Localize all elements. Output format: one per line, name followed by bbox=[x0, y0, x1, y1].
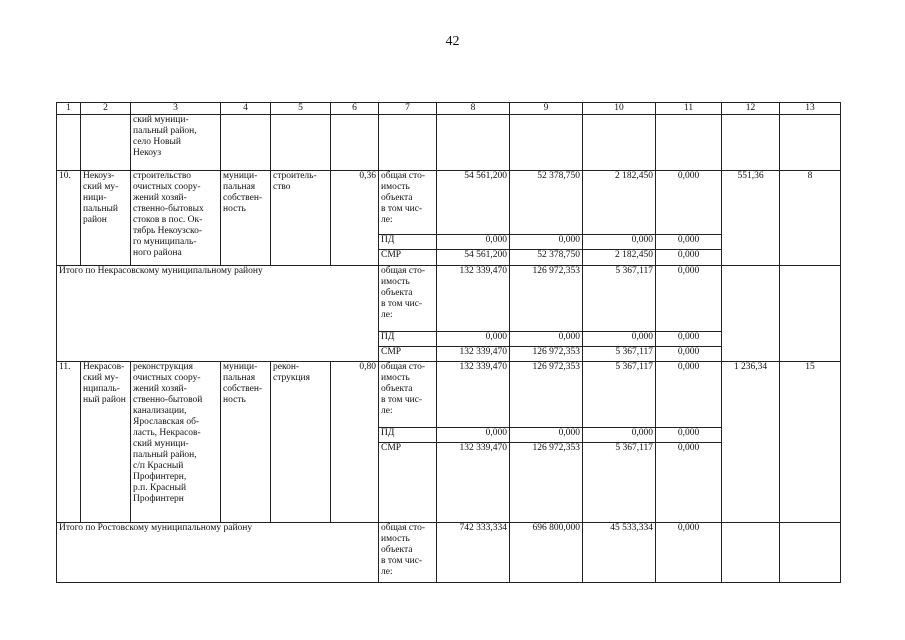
cost-value: 52 378,750 bbox=[510, 171, 583, 235]
cost-value: 5 367,117 bbox=[583, 362, 656, 428]
cost-value: 0,000 bbox=[656, 250, 722, 266]
column-header: 4 bbox=[221, 103, 271, 115]
cost-value: 0,000 bbox=[510, 332, 583, 347]
cost-label: общая сто- имость объекта в том чис- ле: bbox=[379, 171, 437, 235]
subtotal-label: Итого по Ростовскому муниципальному району bbox=[57, 523, 379, 583]
column-header: 6 bbox=[331, 103, 379, 115]
table-row bbox=[57, 115, 841, 171]
column-12-value: 551,36 bbox=[722, 171, 780, 266]
cost-label: общая сто- имость объекта в том чис- ле: bbox=[379, 362, 437, 428]
cost-value: 0,000 bbox=[510, 428, 583, 443]
column-header: 7 bbox=[379, 103, 437, 115]
column-header: 10 bbox=[583, 103, 656, 115]
cost-value: 52 378,750 bbox=[510, 250, 583, 266]
cost-value: 0,000 bbox=[656, 347, 722, 362]
cost-value: 126 972,353 bbox=[510, 443, 583, 523]
object-description: реконструкция очистных соору- жений хозяй- ственно-бытовой канализации, Ярославская об- ласть, Некрасов- ский муници- пальный район, с/п Красный Профинтерн, р.п. Красный Профинтерн bbox=[131, 362, 221, 523]
column-header: 2 bbox=[81, 103, 131, 115]
subtotal-row bbox=[57, 523, 841, 583]
smr-label: СМР bbox=[379, 443, 437, 523]
cost-value: 0,000 bbox=[437, 332, 510, 347]
pd-label: ПД bbox=[379, 235, 437, 250]
pd-label: ПД bbox=[379, 428, 437, 443]
smr-label: СМР bbox=[379, 347, 437, 362]
smr-label: СМР bbox=[379, 250, 437, 266]
cost-value: 742 333,334 bbox=[437, 523, 510, 583]
cost-value: 132 339,470 bbox=[437, 347, 510, 362]
column-header: 3 bbox=[131, 103, 221, 115]
ownership: муници- пальная собствен- ность bbox=[221, 362, 271, 523]
column-header: 11 bbox=[656, 103, 722, 115]
column-header: 12 bbox=[722, 103, 780, 115]
cost-value: 0,000 bbox=[656, 362, 722, 428]
investment-table bbox=[56, 102, 841, 583]
cost-value: 45 533,334 bbox=[583, 523, 656, 583]
cost-value: 5 367,117 bbox=[583, 347, 656, 362]
row-number: 11. bbox=[57, 362, 81, 523]
cost-value: 0,000 bbox=[583, 428, 656, 443]
column-12-value: 1 236,34 bbox=[722, 362, 780, 523]
object-description: строительство очистных соору- жений хозяй- ственно-бытовых стоков в пос. Ок- тябрь Некоузско- го муниципаль- ного района bbox=[131, 171, 221, 266]
column-header: 8 bbox=[437, 103, 510, 115]
cost-value: 54 561,200 bbox=[437, 171, 510, 235]
work-type: строитель- ство bbox=[271, 171, 331, 266]
cost-value: 132 339,470 bbox=[437, 266, 510, 332]
cost-value: 0,000 bbox=[656, 266, 722, 332]
cost-label: общая сто- имость объекта в том чис- ле: bbox=[379, 523, 437, 583]
cost-value: 0,000 bbox=[437, 235, 510, 250]
district-name: Некрасов- ский му- нципаль- ный район bbox=[81, 362, 131, 523]
cost-value: 0,000 bbox=[656, 428, 722, 443]
cost-value: 126 972,353 bbox=[510, 266, 583, 332]
cost-value: 2 182,450 bbox=[583, 171, 656, 235]
column-header: 1 bbox=[57, 103, 81, 115]
column-header: 5 bbox=[271, 103, 331, 115]
cost-value: 0,000 bbox=[656, 523, 722, 583]
table-row bbox=[57, 362, 841, 428]
capacity: 0,36 bbox=[331, 171, 379, 266]
cost-value: 0,000 bbox=[656, 443, 722, 523]
capacity: 0,80 bbox=[331, 362, 379, 523]
cost-value: 5 367,117 bbox=[583, 266, 656, 332]
object-description: ский муници- пальный район, село Новый Некоуз bbox=[131, 115, 221, 171]
cost-value: 0,000 bbox=[656, 235, 722, 250]
cost-value: 0,000 bbox=[656, 171, 722, 235]
row-number: 10. bbox=[57, 171, 81, 266]
page-number: 42 bbox=[445, 34, 460, 49]
cost-value: 132 339,470 bbox=[437, 443, 510, 523]
column-header: 13 bbox=[780, 103, 841, 115]
cost-value: 0,000 bbox=[510, 235, 583, 250]
column-13-value: 8 bbox=[780, 171, 841, 266]
subtotal-row bbox=[57, 266, 841, 332]
cost-value: 696 800,000 bbox=[510, 523, 583, 583]
cost-value: 5 367,117 bbox=[583, 443, 656, 523]
cost-label: общая сто- имость объекта в том чис- ле: bbox=[379, 266, 437, 332]
district-name: Некоуз- ский му- ници- пальный район bbox=[81, 171, 131, 266]
cost-value: 126 972,353 bbox=[510, 347, 583, 362]
pd-label: ПД bbox=[379, 332, 437, 347]
cost-value: 0,000 bbox=[656, 332, 722, 347]
subtotal-label: Итого по Некрасовскому муниципальному району bbox=[57, 266, 379, 362]
cost-value: 0,000 bbox=[437, 428, 510, 443]
column-13-value: 15 bbox=[780, 362, 841, 523]
table-row bbox=[57, 171, 841, 235]
work-type: рекон- струкция bbox=[271, 362, 331, 523]
cost-value: 126 972,353 bbox=[510, 362, 583, 428]
cost-value: 54 561,200 bbox=[437, 250, 510, 266]
cost-value: 2 182,450 bbox=[583, 250, 656, 266]
column-number-row bbox=[57, 103, 841, 115]
cost-value: 132 339,470 bbox=[437, 362, 510, 428]
ownership: муници- пальная собствен- ность bbox=[221, 171, 271, 266]
cost-value: 0,000 bbox=[583, 332, 656, 347]
cost-value: 0,000 bbox=[583, 235, 656, 250]
column-header: 9 bbox=[510, 103, 583, 115]
